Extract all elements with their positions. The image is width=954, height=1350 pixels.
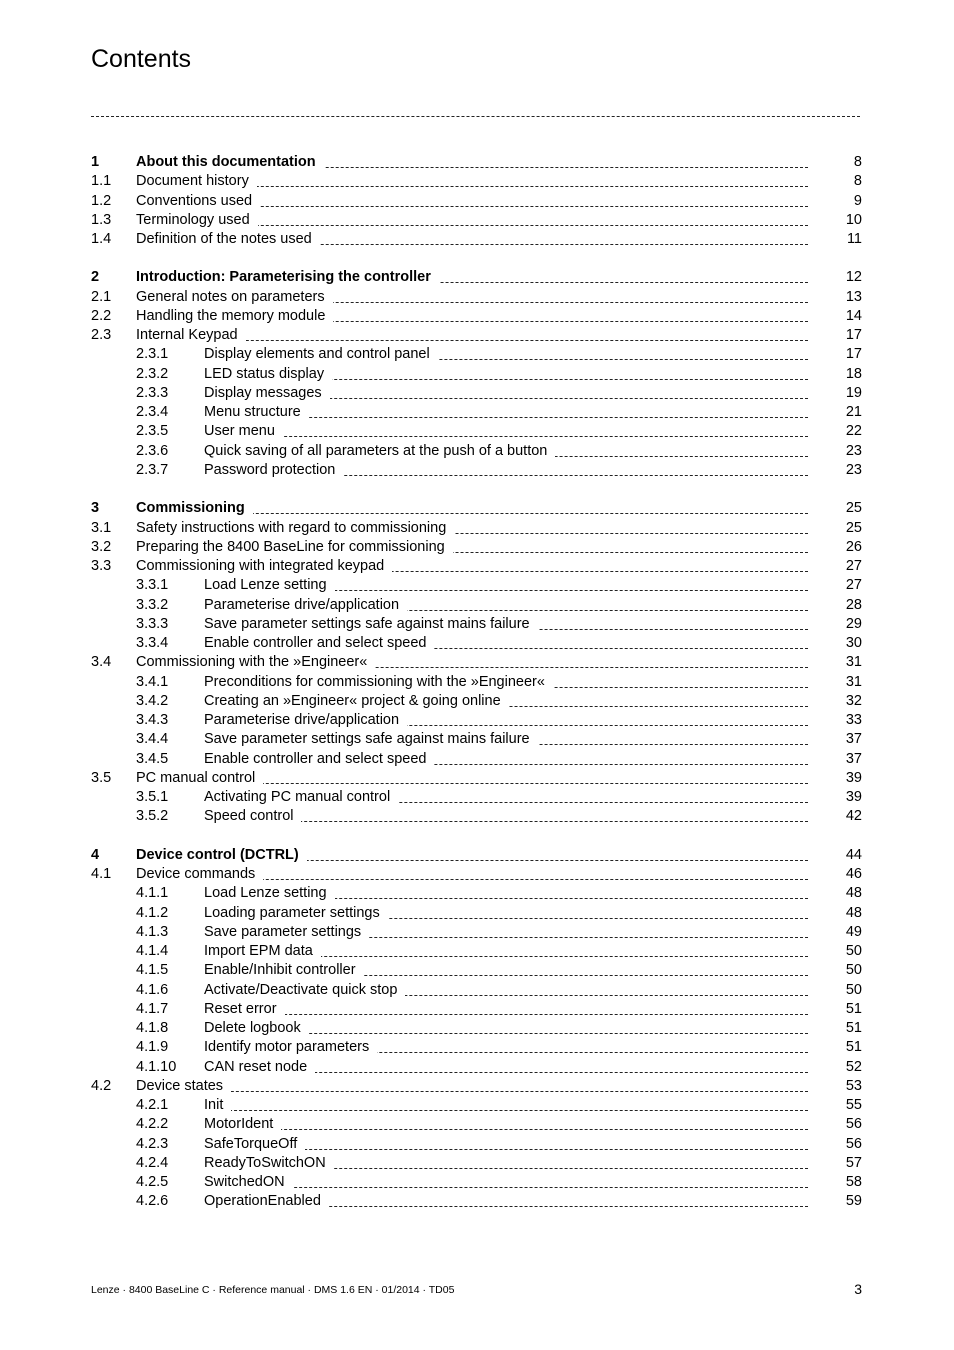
toc-entry-title[interactable]: Commissioning with integrated keypad	[136, 558, 392, 574]
toc-entry-title[interactable]: OperationEnabled	[204, 1193, 329, 1209]
toc-entry-number: 2.3	[91, 327, 112, 344]
toc-entry-title[interactable]: Commissioning with the »Engineer«	[136, 654, 375, 670]
toc-entry-page[interactable]: 32	[845, 692, 862, 709]
toc-entry-page[interactable]: 19	[845, 384, 862, 401]
toc-entry[interactable]	[0, 1097, 954, 1116]
toc-leader-dashes	[204, 1014, 808, 1015]
toc-entry-page[interactable]: 57	[845, 1154, 862, 1171]
toc-entry-title[interactable]: Handling the memory module	[136, 308, 333, 324]
toc-entry-title[interactable]: Display elements and control panel	[204, 346, 438, 362]
toc-entry[interactable]	[0, 443, 954, 462]
toc-entry-page[interactable]: 39	[845, 789, 862, 806]
toc-entry-title[interactable]: Device commands	[136, 866, 263, 882]
toc-entry-title[interactable]: Internal Keypad	[136, 327, 246, 343]
toc-entry-title[interactable]: Menu structure	[204, 404, 309, 420]
toc-entry[interactable]	[0, 308, 954, 327]
footer-text: Lenze · 8400 BaseLine C · Reference manual · DMS 1.6 EN · 01/2014 · TD05	[91, 1284, 455, 1296]
toc-entry-page[interactable]: 53	[845, 1077, 862, 1094]
toc-entry[interactable]	[0, 1001, 954, 1020]
toc-entry-number: 4	[91, 846, 100, 863]
toc-entry-page[interactable]: 46	[845, 866, 862, 883]
toc-entry-title[interactable]: Save parameter settings safe against mains failure	[204, 616, 538, 632]
toc-entry[interactable]	[0, 500, 954, 519]
toc-entry[interactable]	[0, 885, 954, 904]
toc-entry[interactable]	[0, 770, 954, 789]
toc-entry-page[interactable]: 9	[853, 192, 862, 209]
toc-entry-title[interactable]: Activate/Deactivate quick stop	[204, 982, 405, 998]
toc-entry-title[interactable]: Enable/Inhibit controller	[204, 962, 364, 978]
toc-entry-page[interactable]: 8	[853, 154, 862, 170]
toc-entry[interactable]	[0, 1155, 954, 1174]
toc-entry-title[interactable]: Preconditions for commissioning with the »Engineer«	[204, 674, 553, 690]
toc-entry[interactable]	[0, 1174, 954, 1193]
toc-entry-title[interactable]: ReadyToSwitchON	[204, 1155, 334, 1171]
toc-entry-title[interactable]: Parameterise drive/application	[204, 712, 407, 728]
toc-entry-page[interactable]: 10	[845, 211, 862, 228]
toc-entry-page[interactable]: 29	[845, 615, 862, 632]
toc-entry-number: 4.2.2	[136, 1116, 169, 1133]
toc-entry-number: 3.3.4	[136, 635, 169, 652]
toc-entry-title[interactable]: User menu	[204, 423, 283, 439]
toc-entry-title[interactable]: Save parameter settings	[204, 924, 369, 940]
toc-entry[interactable]	[0, 231, 954, 250]
toc-entry[interactable]	[0, 962, 954, 981]
toc-entry-number: 3.4.5	[136, 750, 169, 767]
toc-entry-page[interactable]: 48	[845, 904, 862, 921]
toc-entry-number: 4.1.9	[136, 1039, 169, 1056]
toc-entry-number: 3	[91, 500, 100, 517]
toc-entry[interactable]	[0, 1020, 954, 1039]
toc-entry-page[interactable]: 25	[845, 519, 862, 536]
toc-entry[interactable]	[0, 327, 954, 346]
toc-entry-number: 2.3.7	[136, 461, 169, 478]
toc-entry-page[interactable]: 42	[845, 808, 862, 825]
toc-entry-number: 4.1.5	[136, 962, 169, 979]
toc-entry[interactable]	[0, 366, 954, 385]
table-of-contents	[0, 154, 954, 1213]
toc-entry-title[interactable]: General notes on parameters	[136, 289, 333, 305]
toc-entry[interactable]	[0, 269, 954, 288]
toc-entry-page[interactable]: 28	[845, 596, 862, 613]
toc-entry-number: 2.2	[91, 307, 112, 324]
toc-entry[interactable]	[0, 712, 954, 731]
toc-entry-number: 1.2	[91, 192, 112, 209]
toc-entry-title[interactable]: Safety instructions with regard to commissioning	[136, 520, 454, 536]
toc-entry-number: 3.3.3	[136, 615, 169, 632]
toc-entry[interactable]	[0, 423, 954, 442]
toc-entry-number: 4.2.3	[136, 1135, 169, 1152]
toc-entry-title[interactable]: Enable controller and select speed	[204, 751, 434, 767]
toc-entry-page[interactable]: 22	[845, 423, 862, 440]
toc-entry-number: 4.1.3	[136, 923, 169, 940]
toc-entry-number: 4.1.2	[136, 904, 169, 921]
toc-entry-title[interactable]: Init	[204, 1097, 231, 1113]
toc-entry-number: 4.2.1	[136, 1097, 169, 1114]
toc-entry[interactable]	[0, 289, 954, 308]
toc-entry[interactable]	[0, 654, 954, 673]
toc-entry-page[interactable]: 37	[845, 750, 862, 767]
toc-entry-number: 3.5.2	[136, 808, 169, 825]
toc-entry-page[interactable]: 56	[845, 1116, 862, 1133]
toc-entry-number: 4.1.10	[136, 1058, 177, 1075]
toc-entry-page[interactable]: 27	[845, 577, 862, 594]
toc-entry-page[interactable]: 51	[845, 1020, 862, 1037]
toc-entry-page[interactable]: 50	[845, 943, 862, 960]
toc-entry-number: 2.1	[91, 288, 112, 305]
toc-leader-dashes	[136, 1091, 808, 1092]
toc-entry-page[interactable]: 21	[845, 404, 862, 421]
toc-leader-dashes	[204, 1129, 808, 1130]
toc-entry-page[interactable]: 17	[845, 346, 862, 363]
toc-entry-number: 3.2	[91, 538, 112, 555]
toc-entry-number: 2.3.1	[136, 346, 169, 363]
toc-entry[interactable]	[0, 154, 954, 173]
toc-entry-title[interactable]: Delete logbook	[204, 1020, 309, 1036]
toc-entry[interactable]	[0, 385, 954, 404]
toc-entry-title[interactable]: Document history	[136, 173, 257, 189]
toc-entry[interactable]	[0, 616, 954, 635]
toc-entry-number: 3.4.1	[136, 673, 169, 690]
toc-entry[interactable]	[0, 635, 954, 654]
toc-entry[interactable]	[0, 462, 954, 481]
toc-entry-title[interactable]: Preparing the 8400 BaseLine for commissioning	[136, 539, 453, 555]
toc-entry-page[interactable]: 59	[845, 1193, 862, 1210]
toc-entry-number: 3.4.3	[136, 712, 169, 729]
toc-entry-number: 4.1.6	[136, 981, 169, 998]
toc-entry-number: 3.4	[91, 654, 112, 671]
toc-entry[interactable]	[0, 1136, 954, 1155]
toc-entry-number: 3.3.2	[136, 596, 169, 613]
toc-entry-title[interactable]: MotorIdent	[204, 1116, 281, 1132]
toc-entry-number: 3.5.1	[136, 789, 169, 806]
toc-entry[interactable]	[0, 539, 954, 558]
toc-leader-dashes	[204, 1187, 808, 1188]
toc-entry-page[interactable]: 49	[845, 923, 862, 940]
toc-entry[interactable]	[0, 1116, 954, 1135]
toc-entry-page[interactable]: 50	[845, 981, 862, 998]
toc-entry-page[interactable]: 13	[845, 288, 862, 305]
toc-entry[interactable]	[0, 212, 954, 231]
toc-entry[interactable]	[0, 1039, 954, 1058]
toc-entry[interactable]	[0, 808, 954, 827]
toc-entry-page[interactable]: 12	[845, 269, 862, 286]
toc-entry-number: 3.3	[91, 558, 112, 575]
toc-entry[interactable]	[0, 943, 954, 962]
toc-entry-title[interactable]: Device control (DCTRL)	[136, 847, 307, 863]
toc-entry-page[interactable]: 11	[846, 231, 862, 247]
toc-entry[interactable]	[0, 982, 954, 1001]
toc-entry-number: 3.1	[91, 519, 112, 536]
toc-entry-page[interactable]: 51	[845, 1000, 862, 1017]
toc-entry-title[interactable]: SafeTorqueOff	[204, 1136, 305, 1152]
toc-entry-number: 3.3.1	[136, 577, 169, 594]
toc-entry[interactable]	[0, 693, 954, 712]
toc-entry-number: 4.1.4	[136, 943, 169, 960]
toc-entry-number: 1.1	[91, 173, 112, 190]
toc-entry-title[interactable]: Identify motor parameters	[204, 1039, 377, 1055]
page-title: Contents	[91, 44, 192, 73]
toc-entry-title[interactable]: About this documentation	[136, 154, 324, 170]
toc-entry-title[interactable]: Import EPM data	[204, 943, 321, 959]
toc-entry[interactable]	[0, 520, 954, 539]
toc-entry-title[interactable]: Reset error	[204, 1001, 285, 1017]
toc-entry[interactable]	[0, 751, 954, 770]
toc-entry[interactable]	[0, 173, 954, 192]
toc-entry[interactable]	[0, 193, 954, 212]
toc-entry-number: 2.3.5	[136, 423, 169, 440]
toc-entry-page[interactable]: 26	[845, 538, 862, 555]
toc-entry-page[interactable]: 48	[845, 885, 862, 902]
toc-entry[interactable]	[0, 558, 954, 577]
toc-entry-title[interactable]: Speed control	[204, 808, 301, 824]
toc-entry-page[interactable]: 44	[845, 846, 862, 863]
toc-entry-number: 4.1.7	[136, 1000, 169, 1017]
toc-entry-number: 2.3.6	[136, 442, 169, 459]
toc-entry-number: 3.4.2	[136, 692, 169, 709]
toc-entry-number: 4.1.8	[136, 1020, 169, 1037]
toc-entry-page[interactable]: 17	[845, 327, 862, 344]
toc-entry-title[interactable]: Creating an »Engineer« project & going online	[204, 693, 509, 709]
toc-entry-title[interactable]: SwitchedON	[204, 1174, 293, 1190]
toc-entry-page[interactable]: 25	[845, 500, 862, 517]
toc-entry-title[interactable]: Definition of the notes used	[136, 231, 320, 247]
toc-entry-title[interactable]: Device states	[136, 1078, 231, 1094]
toc-entry-title[interactable]: Load Lenze setting	[204, 577, 335, 593]
toc-entry-page[interactable]: 18	[845, 365, 862, 382]
toc-entry-page[interactable]: 50	[845, 962, 862, 979]
toc-entry-page[interactable]: 33	[845, 712, 862, 729]
toc-entry-number: 4.2.5	[136, 1174, 169, 1191]
toc-entry[interactable]	[0, 866, 954, 885]
toc-entry-page[interactable]: 27	[845, 558, 862, 575]
toc-entry-title[interactable]: Password protection	[204, 462, 343, 478]
toc-entry[interactable]	[0, 597, 954, 616]
toc-entry-page[interactable]: 56	[845, 1135, 862, 1152]
toc-entry-page[interactable]: 31	[845, 673, 862, 690]
toc-entry-number: 4.1.1	[136, 885, 169, 902]
toc-entry[interactable]	[0, 577, 954, 596]
toc-entry-number: 4.2.6	[136, 1193, 169, 1210]
toc-entry-number: 3.4.4	[136, 731, 169, 748]
toc-entry-number: 1.4	[91, 231, 112, 247]
toc-entry-number: 1	[91, 154, 100, 170]
toc-entry[interactable]	[0, 731, 954, 750]
toc-entry[interactable]	[0, 674, 954, 693]
toc-entry-number: 1.3	[91, 211, 112, 228]
toc-entry-number: 4.2	[91, 1077, 112, 1094]
toc-entry-page[interactable]: 55	[845, 1097, 862, 1114]
toc-entry-title[interactable]: Introduction: Parameterising the controller	[136, 269, 439, 285]
toc-entry-title[interactable]: Activating PC manual control	[204, 789, 398, 805]
toc-entry-title[interactable]: Quick saving of all parameters at the push of a button	[204, 443, 555, 459]
toc-entry-number: 2.3.4	[136, 404, 169, 421]
header-divider	[91, 116, 860, 117]
toc-leader-dashes	[204, 1110, 808, 1111]
toc-entry-number: 3.5	[91, 769, 112, 786]
toc-entry-title[interactable]: LED status display	[204, 366, 332, 382]
toc-entry-page[interactable]: 51	[845, 1039, 862, 1056]
toc-entry-title[interactable]: Enable controller and select speed	[204, 635, 434, 651]
toc-entry-page[interactable]: 23	[845, 442, 862, 459]
toc-leader-dashes	[204, 436, 808, 437]
toc-entry-page[interactable]: 58	[845, 1174, 862, 1191]
toc-entry[interactable]	[0, 1059, 954, 1078]
toc-entry-page[interactable]: 31	[845, 654, 862, 671]
page-number: 3	[854, 1281, 862, 1297]
toc-entry-number: 2	[91, 269, 100, 286]
toc-entry-title[interactable]: Display messages	[204, 385, 330, 401]
toc-entry[interactable]	[0, 346, 954, 365]
toc-entry-number: 4.1	[91, 866, 112, 883]
toc-entry-title[interactable]: Parameterise drive/application	[204, 597, 407, 613]
toc-entry-page[interactable]: 30	[845, 635, 862, 652]
toc-entry-page[interactable]: 14	[845, 307, 862, 324]
toc-entry-title[interactable]: Terminology used	[136, 212, 258, 228]
toc-entry[interactable]	[0, 905, 954, 924]
toc-entry[interactable]	[0, 789, 954, 808]
toc-entry[interactable]	[0, 1078, 954, 1097]
toc-entry-title[interactable]: Loading parameter settings	[204, 905, 388, 921]
toc-entry[interactable]	[0, 404, 954, 423]
toc-entry-number: 4.2.4	[136, 1154, 169, 1171]
toc-entry-title[interactable]: CAN reset node	[204, 1059, 315, 1075]
toc-entry-page[interactable]: 37	[845, 731, 862, 748]
toc-entry-title[interactable]: PC manual control	[136, 770, 263, 786]
toc-entry-page[interactable]: 23	[845, 461, 862, 478]
toc-entry-number: 2.3.3	[136, 384, 169, 401]
toc-entry-number: 2.3.2	[136, 365, 169, 382]
toc-entry-title[interactable]: Load Lenze setting	[204, 885, 335, 901]
toc-entry-page[interactable]: 39	[845, 769, 862, 786]
toc-entry-title[interactable]: Commissioning	[136, 500, 253, 516]
toc-entry[interactable]	[0, 1193, 954, 1212]
toc-entry-page[interactable]: 52	[845, 1058, 862, 1075]
toc-entry[interactable]	[0, 924, 954, 943]
toc-entry-title[interactable]: Conventions used	[136, 193, 260, 209]
toc-entry-page[interactable]: 8	[853, 173, 862, 190]
toc-entry[interactable]	[0, 847, 954, 866]
toc-entry-title[interactable]: Save parameter settings safe against mains failure	[204, 731, 538, 747]
